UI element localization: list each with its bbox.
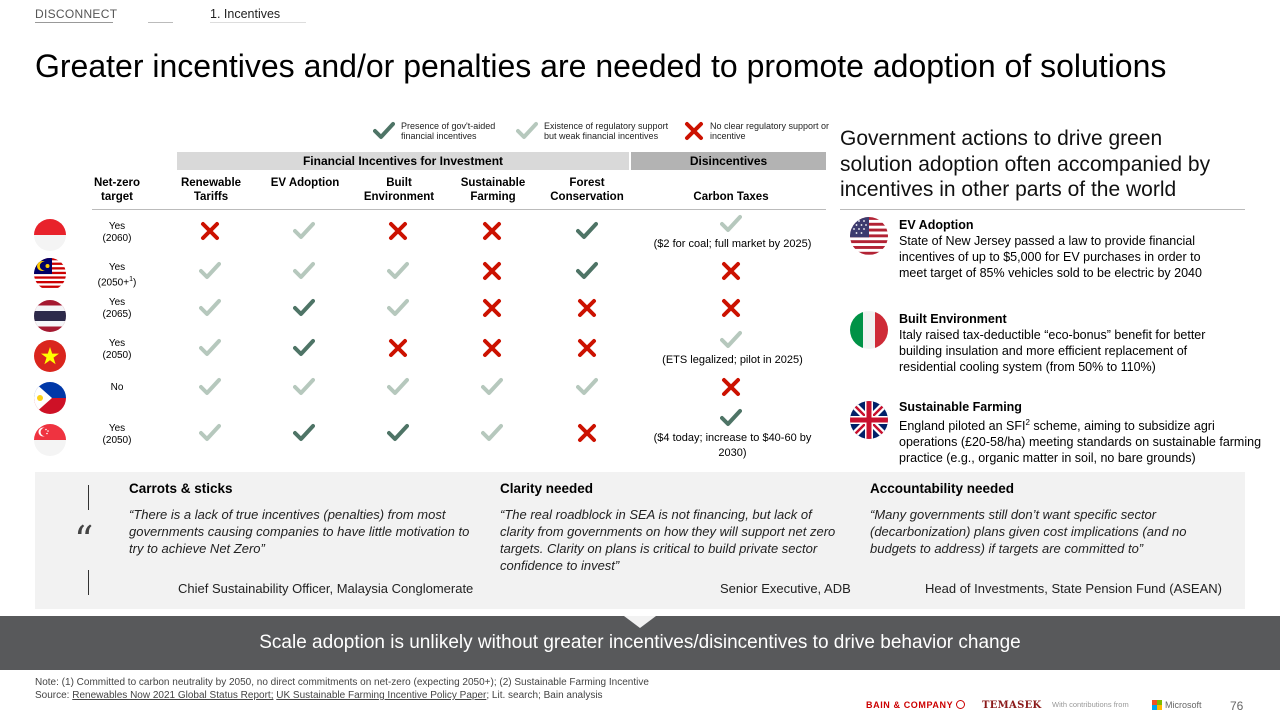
col-header-forest: Forest Conservation <box>550 177 624 203</box>
chapter-underline <box>210 22 306 23</box>
temasek-logo: TEMASEK <box>982 700 1042 711</box>
legend-label: Presence of gov't-aided financial incentives <box>401 121 496 141</box>
conclusion-banner: Scale adoption is unlikely without greater incentives/disincentives to drive behavior change <box>0 616 1280 670</box>
header-divider <box>92 209 826 210</box>
section-underline <box>35 22 113 23</box>
col-header-netzero: Net-zero target <box>93 177 140 203</box>
dark-check-icon <box>373 121 395 141</box>
light-check-icon <box>481 422 503 444</box>
red-cross-icon <box>576 422 598 444</box>
quote-text-carrots: “There is a lack of true incentives (penalties) from most governments causing companies to have little motivation to try to achieve Net Zero” <box>129 507 470 556</box>
indonesia-flag-icon <box>34 219 66 251</box>
banner-notch <box>624 616 656 628</box>
page-title: Greater incentives and/or penalties are needed to promote adoption of solutions <box>35 48 1167 84</box>
col-header-built: Built Environment <box>363 177 435 203</box>
light-check-icon <box>199 297 221 319</box>
legend-label: No clear regulatory support or incentive <box>710 121 830 141</box>
group-header-financial: Financial Incentives for Investment <box>177 152 629 170</box>
quote-heading-carrots: Carrots & sticks <box>129 481 233 496</box>
carbon-note-singapore: ($4 today; increase to $40-60 by 2030) <box>653 432 812 459</box>
sustainable-farming-text: England piloted an SFI$^2$ scheme, aiming to subsidize agri operations (£20-58/ha) meeting standards on sustainable farming practice (e.g., organic matter in soil, no bare grounds) <box>899 418 1262 466</box>
dark-check-icon <box>293 297 315 319</box>
light-check-icon <box>387 297 409 319</box>
netzero-malaysia: Yes (2050+$^1$) <box>97 262 137 289</box>
col-header-renewable: Renewable Tariffs <box>180 177 242 203</box>
light-check-icon <box>199 337 221 359</box>
col-header-carbon: Carbon Taxes <box>693 191 769 203</box>
red-cross-icon <box>387 337 409 359</box>
light-check-icon <box>481 376 503 398</box>
red-cross-icon <box>720 376 742 398</box>
source-line: Source: Renewables Now 2021 Global Status Report; UK Sustainable Farming Incentive Policy Paper; Lit. search; Bain analysis <box>35 690 603 701</box>
red-cross-icon <box>199 220 221 242</box>
light-check-icon <box>387 260 409 282</box>
quote-heading-clarity: Clarity needed <box>500 481 594 496</box>
quote-mark-icon: “ <box>74 518 94 562</box>
italy-flag-icon <box>850 311 888 349</box>
dark-check-icon <box>387 422 409 444</box>
quote-source-carrots: Chief Sustainability Officer, Malaysia Conglomerate <box>178 581 474 596</box>
legend-dark-check <box>373 121 501 141</box>
dark-check-icon <box>293 422 315 444</box>
legend-light-check <box>516 121 679 141</box>
bain-logo: BAIN & COMPANY <box>866 700 965 710</box>
col-header-farming: Sustainable Farming <box>460 177 526 203</box>
light-check-icon <box>199 422 221 444</box>
light-check-icon <box>516 121 538 141</box>
light-check-icon <box>293 376 315 398</box>
carbon-note-indonesia: ($2 for coal; full market by 2025) <box>653 238 812 250</box>
carbon-note-vietnam: (ETS legalized; pilot in 2025) <box>662 354 803 366</box>
ev-adoption-text: State of New Jersey passed a law to provide financial incentives of up to $5,000 for EV purchases in order to meet target of 85% vehicles sold to be electric by 2040 <box>899 234 1202 280</box>
red-cross-icon <box>481 260 503 282</box>
ev-adoption-heading: EV Adoption <box>899 218 974 232</box>
philippines-flag-icon <box>34 382 66 414</box>
quote-divider-bottom <box>88 570 89 595</box>
dark-check-icon <box>576 220 598 242</box>
netzero-thailand: Yes (2065) <box>102 297 132 320</box>
dark-check-icon <box>293 337 315 359</box>
light-check-icon <box>199 376 221 398</box>
dark-check-icon <box>720 407 742 429</box>
vietnam-flag-icon <box>34 340 66 372</box>
quote-divider-top <box>88 485 89 510</box>
legend-label: Existence of regulatory support but weak financial incentives <box>544 121 669 141</box>
light-check-icon <box>720 329 742 351</box>
footnote: Note: (1) Committed to carbon neutrality by 2050, no direct commitments on net-zero (expecting 2050+); (2) Sustainable Farming Incentive <box>35 677 649 688</box>
red-cross-icon <box>481 297 503 319</box>
group-header-disincentives: Disincentives <box>631 152 826 170</box>
sustainable-farming-item <box>899 399 1271 466</box>
section-underline-2 <box>148 22 173 23</box>
light-check-icon <box>720 213 742 235</box>
source-link-uk-sfi[interactable]: UK Sustainable Farming Incentive Policy Paper <box>276 690 487 701</box>
singapore-flag-icon <box>34 424 66 456</box>
netzero-vietnam: Yes (2050) <box>102 338 132 361</box>
malaysia-flag-icon <box>34 258 66 290</box>
light-check-icon <box>293 220 315 242</box>
red-cross-icon <box>481 220 503 242</box>
light-check-icon <box>199 260 221 282</box>
chapter-tag: 1. Incentives <box>210 7 281 21</box>
sustainable-farming-heading: Sustainable Farming <box>899 400 1022 414</box>
red-cross-icon <box>481 337 503 359</box>
microsoft-logo: Microsoft <box>1152 700 1202 710</box>
usa-flag-icon <box>850 217 888 255</box>
source-link-renewables[interactable]: Renewables Now 2021 Global Status Report; <box>72 690 274 701</box>
netzero-singapore: Yes (2050) <box>102 423 132 446</box>
thailand-flag-icon <box>34 300 66 332</box>
col-header-ev: EV Adoption <box>270 177 340 189</box>
light-check-icon <box>293 260 315 282</box>
built-environment-text: Italy raised tax-deductible “eco-bonus” benefit for better building insulation and more efficient replacement of residential cooling system (from 50% to 110%) <box>899 328 1206 374</box>
built-environment-heading: Built Environment <box>899 312 1007 326</box>
legend-red-cross <box>684 121 830 141</box>
quote-source-accountability: Head of Investments, State Pension Fund (ASEAN) <box>925 581 1222 596</box>
contributions-label: With contributions from <box>1052 700 1129 709</box>
right-panel-title: Government actions to drive green solution adoption often accompanied by incentives in other parts of the world <box>840 127 1211 201</box>
microsoft-grid-icon <box>1152 700 1162 710</box>
quote-text-clarity: “The real roadblock in SEA is not financing, but lack of clarity from governments on how they will support net zero targets. Clarity on plans is critical to build private sector confidence to invest” <box>500 507 836 573</box>
ev-adoption-item <box>899 217 1271 281</box>
quote-source-clarity: Senior Executive, ADB <box>720 581 851 596</box>
built-environment-item <box>899 311 1271 375</box>
red-cross-icon <box>720 297 742 319</box>
red-cross-icon <box>387 220 409 242</box>
red-cross-icon <box>576 337 598 359</box>
netzero-indonesia: Yes (2060) <box>102 221 132 244</box>
right-panel-divider <box>840 209 1245 210</box>
light-check-icon <box>387 376 409 398</box>
uk-flag-icon <box>850 401 888 439</box>
section-tag: DISCONNECT <box>35 7 118 21</box>
netzero-philippines: No <box>110 382 124 393</box>
quote-text-accountability: “Many governments still don’t want specific sector (decarbonization) plans given cost implications (and no budgets to address) if targets are committed to” <box>870 507 1187 556</box>
quote-heading-accountability: Accountability needed <box>870 481 1015 496</box>
red-cross-icon <box>720 260 742 282</box>
light-check-icon <box>576 376 598 398</box>
page-number: 76 <box>1230 699 1244 713</box>
red-cross-icon <box>576 297 598 319</box>
red-cross-icon <box>684 121 704 141</box>
dark-check-icon <box>576 260 598 282</box>
